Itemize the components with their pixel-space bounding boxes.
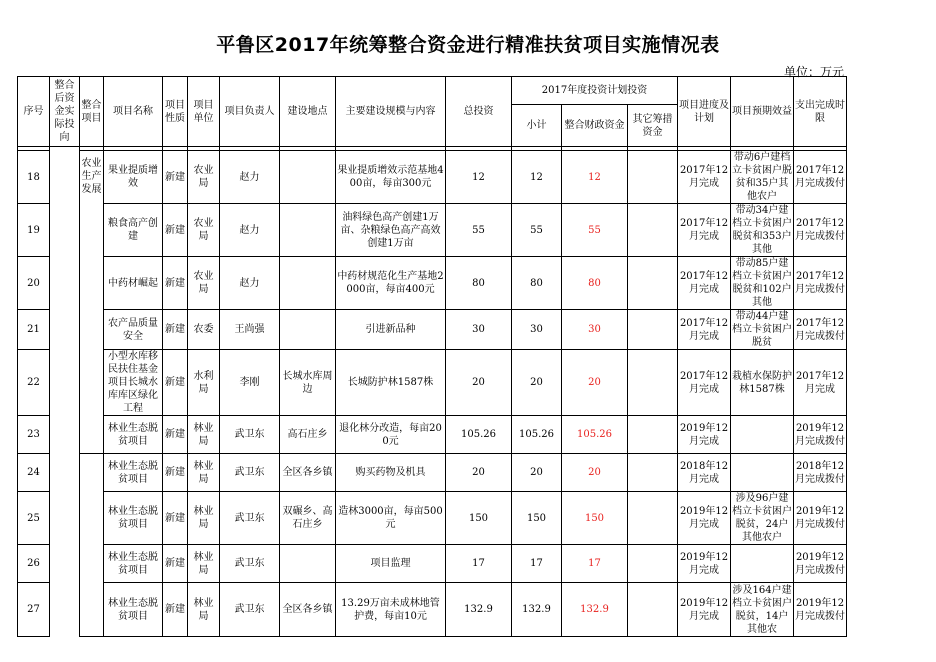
cell-deadline: 2019年12月完成拨付 — [794, 492, 847, 545]
cell-content: 13.29万亩未成林地管护费，每亩10元 — [336, 583, 446, 637]
cell-benefit: 涉及96户建档立卡贫困户脱贫，24户其他农户 — [732, 493, 793, 543]
header-plan-group: 2017年度投资计划投资 — [512, 77, 678, 105]
cell-person: 赵力 — [220, 204, 280, 257]
cell-content: 中药材规范化生产基地2000亩，每亩400元 — [336, 257, 446, 310]
cell-name: 林业生态脱贫项目 — [104, 454, 163, 492]
cell-finance: 55 — [562, 204, 628, 257]
cell-progress: 2018年12月完成 — [678, 454, 731, 492]
cell-finance: 20 — [562, 350, 628, 416]
header-source: 整合后资金实际投向 — [50, 77, 80, 147]
table-row — [18, 310, 847, 350]
cell-content: 退化林分改造，每亩200元 — [336, 416, 446, 454]
cell-deadline: 2019年12月完成拨付 — [794, 416, 847, 454]
table-row — [18, 257, 847, 310]
cell-seq: 18 — [18, 151, 50, 204]
table-row — [18, 454, 847, 492]
cell-subtotal: 20 — [512, 350, 562, 416]
cell-seq: 23 — [18, 416, 50, 454]
cell-nature: 新建 — [163, 204, 188, 257]
cell-person: 武卫东 — [220, 416, 280, 454]
header-integ: 整合项目 — [80, 77, 104, 147]
cell-finance: 12 — [562, 151, 628, 204]
group-label: 农业生产发展 — [80, 151, 104, 454]
cell-other — [628, 204, 678, 257]
cell-progress: 2019年12月完成 — [678, 416, 731, 454]
cell-content: 项目监理 — [336, 545, 446, 583]
cell-deadline: 2017年12月完成 — [794, 350, 847, 416]
cell-subtotal: 150 — [512, 492, 562, 545]
cell-benefit: 带动44户建档立卡贫困户脱贫 — [732, 311, 793, 348]
cell-seq: 19 — [18, 204, 50, 257]
cell-nature: 新建 — [163, 257, 188, 310]
cell-other — [628, 416, 678, 454]
cell-progress: 2019年12月完成 — [678, 492, 731, 545]
cell-deadline: 2017年12月完成拨付 — [794, 151, 847, 204]
cell-place — [280, 151, 336, 204]
cell-name: 中药材崛起 — [104, 257, 163, 310]
cell-seq: 26 — [18, 545, 50, 583]
cell-content: 购买药物及机具 — [336, 454, 446, 492]
cell-progress: 2019年12月完成 — [678, 583, 731, 637]
cell-name: 果业提质增效 — [104, 151, 163, 204]
header-name: 项目名称 — [104, 77, 163, 147]
page-title: 平鲁区2017年统筹整合资金进行精准扶贫项目实施情况表 — [216, 34, 720, 56]
cell-progress: 2017年12月完成 — [678, 257, 731, 310]
cell-content: 造林3000亩，每亩500元 — [336, 492, 446, 545]
cell-total: 12 — [446, 151, 512, 204]
cell-benefit — [731, 545, 794, 583]
cell-nature: 新建 — [163, 454, 188, 492]
cell-seq: 25 — [18, 492, 50, 545]
cell-nature: 新建 — [163, 416, 188, 454]
cell-person: 赵力 — [220, 151, 280, 204]
cell-person: 王尚强 — [220, 310, 280, 350]
header-finance: 整合财政资金 — [562, 105, 628, 147]
cell-nature: 新建 — [163, 310, 188, 350]
cell-deadline: 2017年12月完成拨付 — [794, 204, 847, 257]
header-other: 其它筹措资金 — [628, 105, 678, 147]
cell-total: 55 — [446, 204, 512, 257]
cell-person: 赵力 — [220, 257, 280, 310]
cell-other — [628, 492, 678, 545]
cell-name: 林业生态脱贫项目 — [104, 545, 163, 583]
cell-deadline: 2019年12月完成拨付 — [794, 545, 847, 583]
cell-subtotal: 132.9 — [512, 583, 562, 637]
cell-unit: 水利局 — [188, 350, 220, 416]
cell-seq: 27 — [18, 583, 50, 637]
cell-name: 林业生态脱贫项目 — [104, 492, 163, 545]
cell-person: 武卫东 — [220, 454, 280, 492]
cell-benefit — [731, 416, 794, 454]
cell-place: 全区各乡镇 — [280, 583, 336, 637]
cell-nature: 新建 — [163, 583, 188, 637]
cell-place: 长城水库周边 — [280, 350, 336, 416]
header-benefit: 项目预期效益 — [731, 77, 794, 147]
cell-seq: 22 — [18, 350, 50, 416]
cell-total: 132.9 — [446, 583, 512, 637]
header-nature: 项目性质 — [163, 77, 188, 147]
header-seq: 序号 — [18, 77, 50, 147]
cell-unit: 林业局 — [188, 416, 220, 454]
cell-subtotal: 105.26 — [512, 416, 562, 454]
cell-benefit: 栽植水保防护林1587株 — [731, 350, 794, 416]
cell-total: 150 — [446, 492, 512, 545]
cell-finance: 132.9 — [562, 583, 628, 637]
cell-content: 引进新品种 — [336, 310, 446, 350]
cell-unit: 林业局 — [188, 545, 220, 583]
cell-benefit — [731, 454, 794, 492]
cell-unit: 农业局 — [188, 204, 220, 257]
cell-other — [628, 310, 678, 350]
group-label-empty — [80, 454, 104, 637]
cell-other — [628, 454, 678, 492]
unit-label: 单位：万元 — [783, 65, 844, 79]
cell-other — [628, 545, 678, 583]
cell-name: 粮食高产创建 — [104, 204, 163, 257]
cell-nature: 新建 — [163, 545, 188, 583]
header-person: 项目负责人 — [220, 77, 280, 147]
cell-place: 高石庄乡 — [280, 416, 336, 454]
cell-unit: 林业局 — [188, 583, 220, 637]
cell-total: 105.26 — [446, 416, 512, 454]
cell-progress: 2019年12月完成 — [678, 545, 731, 583]
header-place: 建设地点 — [280, 77, 336, 147]
cell-benefit: 涉及164户建档立卡贫困户脱贫，14户其他农 — [732, 584, 793, 635]
table-row — [18, 545, 847, 583]
cell-seq: 20 — [18, 257, 50, 310]
cell-subtotal: 80 — [512, 257, 562, 310]
header-unit: 项目单位 — [188, 77, 220, 147]
table-row — [18, 204, 847, 257]
cell-other — [628, 257, 678, 310]
cell-content: 长城防护林1587株 — [336, 350, 446, 416]
header-progress: 项目进度及计划 — [678, 77, 731, 147]
cell-place — [280, 257, 336, 310]
cell-unit: 农业局 — [188, 257, 220, 310]
cell-benefit: 带动6户建档立卡贫困户脱贫和35户其他农户 — [732, 152, 793, 202]
header-total: 总投资 — [446, 77, 512, 147]
cell-person: 李刚 — [220, 350, 280, 416]
table-row — [18, 151, 847, 204]
cell-benefit: 带动85户建档立卡贫困户脱贫和102户其他 — [732, 258, 793, 308]
cell-nature: 新建 — [163, 350, 188, 416]
cell-benefit: 带动34户建档立卡贫困户脱贫和353户其他 — [732, 205, 793, 255]
cell-place: 双碾乡、高石庄乡 — [280, 492, 336, 545]
cell-other — [628, 350, 678, 416]
cell-subtotal: 30 — [512, 310, 562, 350]
cell-subtotal: 12 — [512, 151, 562, 204]
project-table — [17, 76, 847, 637]
header-subtotal: 小计 — [512, 105, 562, 147]
cell-unit: 农业局 — [188, 151, 220, 204]
cell-deadline: 2019年12月完成拨付 — [794, 583, 847, 637]
cell-seq: 21 — [18, 310, 50, 350]
header-content: 主要建设规模与内容 — [336, 77, 446, 147]
header-row-1 — [18, 77, 847, 105]
cell-progress: 2017年12月完成 — [678, 204, 731, 257]
table-row — [18, 492, 847, 545]
cell-subtotal: 20 — [512, 454, 562, 492]
cell-place: 全区各乡镇 — [280, 454, 336, 492]
cell-other — [628, 151, 678, 204]
cell-finance: 30 — [562, 310, 628, 350]
cell-unit: 农委 — [188, 310, 220, 350]
table-row — [18, 350, 847, 416]
header-deadline: 支出完成时限 — [794, 77, 847, 147]
cell-total: 17 — [446, 545, 512, 583]
cell-deadline: 2018年12月完成拨付 — [794, 454, 847, 492]
source-cell — [50, 151, 80, 637]
cell-content: 果业提质增效示范基地400亩，每亩300元 — [336, 151, 446, 204]
cell-progress: 2017年12月完成 — [678, 350, 731, 416]
cell-deadline: 2017年12月完成拨付 — [794, 310, 847, 350]
cell-person: 武卫东 — [220, 583, 280, 637]
cell-unit: 林业局 — [188, 492, 220, 545]
cell-nature: 新建 — [163, 151, 188, 204]
cell-person: 武卫东 — [220, 545, 280, 583]
cell-progress: 2017年12月完成 — [678, 310, 731, 350]
cell-name: 农产品质量安全 — [104, 310, 163, 350]
cell-place — [280, 204, 336, 257]
cell-name: 林业生态脱贫项目 — [104, 583, 163, 637]
cell-content: 油料绿色高产创建1万亩、杂粮绿色高产高效创建1万亩 — [336, 204, 446, 257]
table-row — [18, 583, 847, 637]
cell-total: 80 — [446, 257, 512, 310]
cell-nature: 新建 — [163, 492, 188, 545]
cell-total: 20 — [446, 454, 512, 492]
cell-subtotal: 55 — [512, 204, 562, 257]
cell-person: 武卫东 — [220, 492, 280, 545]
cell-finance: 20 — [562, 454, 628, 492]
cell-deadline: 2017年12月完成拨付 — [794, 257, 847, 310]
cell-place — [280, 545, 336, 583]
cell-progress: 2017年12月完成 — [678, 151, 731, 204]
cell-finance: 105.26 — [562, 416, 628, 454]
cell-finance: 80 — [562, 257, 628, 310]
cell-total: 30 — [446, 310, 512, 350]
cell-finance: 17 — [562, 545, 628, 583]
cell-seq: 24 — [18, 454, 50, 492]
cell-total: 20 — [446, 350, 512, 416]
cell-other — [628, 583, 678, 637]
cell-place — [280, 310, 336, 350]
table-row — [18, 416, 847, 454]
cell-finance: 150 — [562, 492, 628, 545]
cell-subtotal: 17 — [512, 545, 562, 583]
cell-name: 小型水库移民扶住基金项目长城水库库区绿化工程 — [104, 350, 163, 416]
cell-unit: 林业局 — [188, 454, 220, 492]
cell-name: 林业生态脱贫项目 — [104, 416, 163, 454]
